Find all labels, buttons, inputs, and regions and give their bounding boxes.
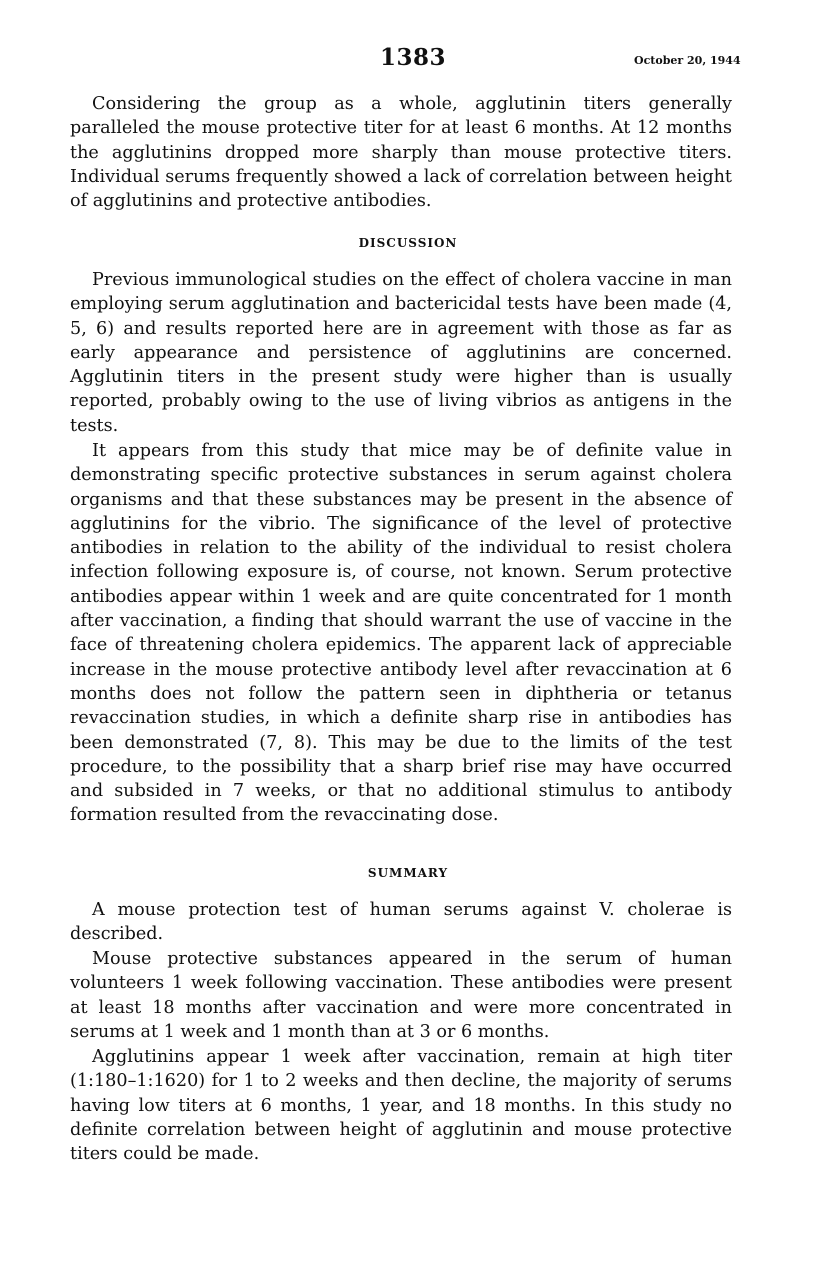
summary-paragraph-3: Agglutinins appear 1 week after vaccination, remain at high titer (1:180–1:1620) for 1 to 2 weeks and then decline, the majority of serums having low titers at 6 months, 1 year, and 18 months. In this study no definite correlation between height of agglutinin and mouse protective titers could be made. [70, 1047, 732, 1165]
summary-heading: SUMMARY [367, 866, 449, 880]
discussion-paragraph-2: It appears from this study that mice may be of definite value in demonstrating specific protective substances in serum against cholera organisms and that these substances may be present in the absence of agglutinins for the vibrio. The significance of the level of protective antibodies in relation to the ability of the individual to resist cholera infection following exposure is, of course, not known. Serum protective antibodies appear within 1 week and are quite concentrated for 1 month after vaccination, a finding that should warrant the use of vaccine in the face of threatening cholera epidemics. The apparent lack of appreciable increase in the mouse protective antibody level after revaccination at 6 months does not follow the pattern seen in diphtheria or tetanus revaccination studies, in which a definite sharp rise in antibodies has been demonstrated (7, 8). This may be due to the limits of the test procedure, to the possibility that a sharp brief rise may have occurred and subsided in 7 weeks, or that no additional stimulus to antibody formation resulted from the revaccinating dose. [70, 441, 732, 826]
results-paragraph: Considering the group as a whole, agglutinin titers generally paralleled the mouse protective titer for at least 6 months. At 12 months the agglutinins dropped more sharply than mouse protective titers. Individual serums frequently showed a lack of correlation between height of agglutinins and protective antibodies. [70, 94, 732, 212]
page-date: October 20, 1944 [634, 54, 741, 67]
summary-paragraph-2: Mouse protective substances appeared in the serum of human volunteers 1 week following vaccination. These antibodies were present at least 18 months after vaccination and were more concentrated in serums at 1 week and 1 month than at 3 or 6 months. [70, 949, 732, 1042]
discussion-heading: DISCUSSION [358, 236, 458, 250]
discussion-paragraph-1: Previous immunological studies on the effect of cholera vaccine in man employing serum agglutination and bactericidal tests have been made (4, 5, 6) and results reported here are in agreement with those as far as early appearance and persistence of agglutinins are concerned. Agglutinin titers in the present study were higher than is usually reported, probably owing to the use of living vibrios as antigens in the tests. [70, 270, 732, 436]
page-number: 1383 [380, 44, 447, 71]
summary-paragraph-1: A mouse protection test of human serums against V. cholerae is described. [70, 900, 732, 945]
